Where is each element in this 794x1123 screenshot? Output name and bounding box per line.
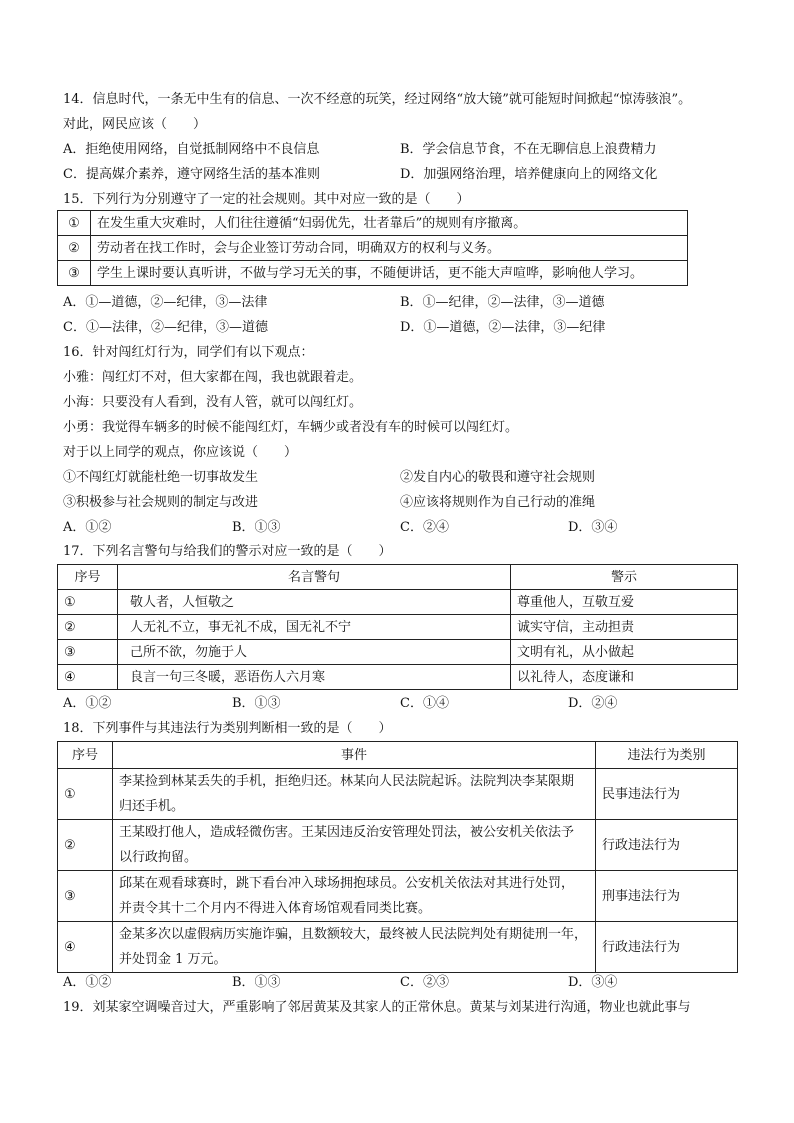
- q15-option-c: C．①—法律，②—纪律，③—道德: [63, 320, 268, 335]
- q17-row-warning: 文明有礼，从小做起: [511, 640, 738, 665]
- q16-stem: 16．针对闯红灯行为，同学们有以下观点：: [63, 345, 314, 360]
- q17-stem: 17．下列名言警句与给我们的警示对应一致的是（ ）: [63, 544, 392, 559]
- q15-table: [57, 210, 688, 286]
- q16-option-d: D．③④: [568, 520, 618, 535]
- q18-row-event-line: 王某殴打他人，造成轻微伤害。王某因违反治安管理处罚法，被公安机关依法予: [119, 825, 575, 840]
- q18-row-num: ③: [58, 871, 113, 922]
- q18-row-event-line: 以行政拘留。: [119, 850, 198, 865]
- q15-row-text: 在发生重大灾难时，人们往往遵循“妇弱优先，壮者靠后”的规则有序撤离。: [91, 211, 688, 236]
- table-row: [58, 590, 738, 615]
- q17-row-num: ④: [58, 665, 118, 690]
- q14-option-c: C．提高媒介素养，遵守网络生活的基本准则: [63, 167, 320, 182]
- q18-row-event-line: 李某捡到林某丢失的手机，拒绝归还。林某向人民法院起诉。法院判决李某限期: [119, 774, 575, 789]
- q15-row-text: 学生上课时要认真听讲，不做与学习无关的事，不随便讲话，更不能大声喧哗，影响他人学习。: [91, 261, 688, 286]
- q18-row-event-line: 金某多次以虚假病历实施诈骗，且数额较大，最终被人民法院判处有期徒刑一年，: [119, 927, 588, 942]
- table-row: [58, 640, 738, 665]
- q17-row-quote: 敬人者，人恒敬之: [118, 590, 511, 615]
- q18-header-category: 违法行为类别: [596, 742, 738, 769]
- table-header-row: [58, 742, 738, 769]
- q17-option-c: C．①④: [400, 696, 449, 711]
- q17-row-num: ①: [58, 590, 118, 615]
- q18-header-num: 序号: [58, 742, 113, 769]
- q16-option-b: B．①③: [232, 520, 281, 535]
- q18-row-event-line: 归还手机。: [119, 799, 185, 814]
- q17-header-quote: 名言警句: [118, 565, 511, 590]
- q16-option-c: C．②④: [400, 520, 449, 535]
- q19-stem: 19．刘某家空调噪音过大，严重影响了邻居黄某及其家人的正常休息。黄某与刘某进行沟通，物业也就此事与: [63, 1000, 691, 1015]
- q17-table: [57, 564, 738, 690]
- q16-statement-1: ①不闯红灯就能杜绝一切事故发生: [63, 470, 259, 485]
- q17-option-a: A．①②: [63, 696, 112, 711]
- q18-row-event: [113, 922, 596, 973]
- q18-row-num: ④: [58, 922, 113, 973]
- q17-row-quote: 良言一句三冬暖，恶语伤人六月寒: [118, 665, 511, 690]
- q17-row-warning: 尊重他人，互敬互爱: [511, 590, 738, 615]
- q15-row-num: ②: [58, 236, 91, 261]
- q18-row-num: ①: [58, 769, 113, 820]
- q18-option-d: D．③④: [568, 975, 618, 990]
- q16-ask: 对于以上同学的观点，你应该说（ ）: [63, 445, 298, 460]
- q16-statement-4: ④应该将规则作为自己行动的准绳: [400, 495, 596, 510]
- q17-header-warning: 警示: [511, 565, 738, 590]
- q18-row-category: 行政违法行为: [596, 922, 738, 973]
- q14-stem-cont: 对此，网民应该（ ）: [63, 117, 207, 132]
- q15-option-a: A．①—道德，②—纪律，③—法律: [63, 295, 268, 310]
- q14-stem: 14．信息时代，一条无中生有的信息、一次不经意的玩笑，经过网络“放大镜”就可能短时间掀起“惊涛骇浪”。: [63, 92, 692, 107]
- q18-row-event-line: 邱某在观看球赛时，跳下看台冲入球场拥抱球员。公安机关依法对其进行处罚，: [119, 876, 575, 891]
- q18-option-a: A．①②: [63, 975, 112, 990]
- q16-view-xiaoyong: 小勇：我觉得车辆多的时候不能闯红灯，车辆少或者没有车的时候可以闯红灯。: [63, 420, 519, 435]
- q18-row-event: [113, 871, 596, 922]
- q15-row-text: 劳动者在找工作时，会与企业签订劳动合同，明确双方的权利与义务。: [91, 236, 688, 261]
- table-row: [58, 871, 738, 922]
- q18-row-category: 民事违法行为: [596, 769, 738, 820]
- q14-option-b: B．学会信息节食，不在无聊信息上浪费精力: [400, 142, 657, 157]
- q15-option-b: B．①—纪律，②—法律，③—道德: [400, 295, 605, 310]
- q18-header-event: 事件: [113, 742, 596, 769]
- q18-row-event: [113, 769, 596, 820]
- q17-option-b: B．①③: [232, 696, 281, 711]
- q15-option-d: D．①—道德，②—法律，③—纪律: [400, 320, 606, 335]
- q14-option-d: D．加强网络治理，培养健康向上的网络文化: [400, 167, 658, 182]
- q18-table: [57, 741, 738, 973]
- q16-option-a: A．①②: [63, 520, 112, 535]
- q16-statement-2: ②发自内心的敬畏和遵守社会规则: [400, 470, 596, 485]
- q17-row-warning: 诚实守信，主动担责: [511, 615, 738, 640]
- table-header-row: [58, 565, 738, 590]
- q18-stem: 18．下列事件与其违法行为类别判断相一致的是（ ）: [63, 721, 392, 736]
- q18-row-event-line: 并责令其十二个月内不得进入体育场馆观看同类比赛。: [119, 901, 432, 916]
- q16-view-xiaohai: 小海：只要没有人看到，没有人管，就可以闯红灯。: [63, 395, 363, 410]
- table-row: [58, 922, 738, 973]
- q15-stem: 15．下列行为分别遵守了一定的社会规则。其中对应一致的是（ ）: [63, 192, 470, 207]
- q18-row-category: 行政违法行为: [596, 820, 738, 871]
- q17-row-num: ②: [58, 615, 118, 640]
- table-row: [58, 211, 688, 236]
- table-row: [58, 236, 688, 261]
- q18-row-num: ②: [58, 820, 113, 871]
- table-row: [58, 820, 738, 871]
- q17-row-num: ③: [58, 640, 118, 665]
- q18-row-event-line: 并处罚金 1 万元。: [119, 952, 227, 967]
- q18-row-event: [113, 820, 596, 871]
- q17-header-num: 序号: [58, 565, 118, 590]
- q16-statement-3: ③积极参与社会规则的制定与改进: [63, 495, 259, 510]
- q15-row-num: ①: [58, 211, 91, 236]
- q17-row-quote: 己所不欲，勿施于人: [118, 640, 511, 665]
- q18-option-c: C．②③: [400, 975, 449, 990]
- table-row: [58, 261, 688, 286]
- table-row: [58, 665, 738, 690]
- table-row: [58, 615, 738, 640]
- q18-option-b: B．①③: [232, 975, 281, 990]
- q14-option-a: A．拒绝使用网络，自觉抵制网络中不良信息: [63, 142, 320, 157]
- q18-row-category: 刑事违法行为: [596, 871, 738, 922]
- q17-option-d: D．②④: [568, 696, 618, 711]
- q15-row-num: ③: [58, 261, 91, 286]
- q16-view-xiaoya: 小雅：闯红灯不对，但大家都在闯，我也就跟着走。: [63, 370, 363, 385]
- q17-row-warning: 以礼待人，态度谦和: [511, 665, 738, 690]
- q17-row-quote: 人无礼不立，事无礼不成，国无礼不宁: [118, 615, 511, 640]
- table-row: [58, 769, 738, 820]
